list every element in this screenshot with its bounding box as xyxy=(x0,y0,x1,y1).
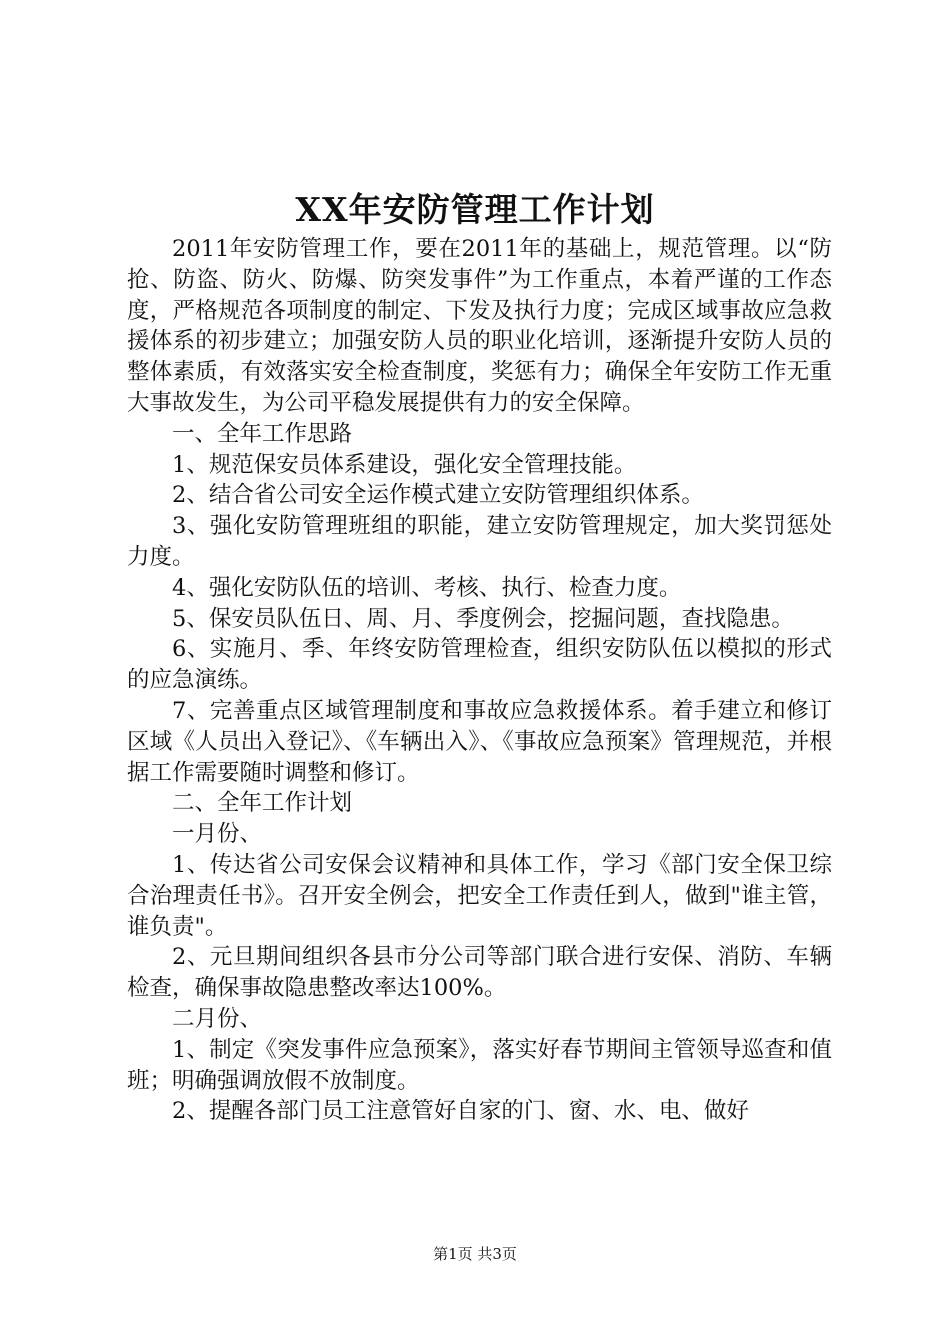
section-heading-work-plan: 二、全年工作计划 xyxy=(172,790,353,817)
list-item: 2、结合省公司安全运作模式建立安防管理组织体系。 xyxy=(172,482,704,509)
list-item: 1、制定《突发事件应急预案》，落实好春节期间主管领导巡查和值班；明确强调放假不放制度。 xyxy=(127,1036,832,1094)
list-item: 2、元旦期间组织各县市分公司等部门联合进行安保、消防、车辆检查，确保事故隐患整改率达100%。 xyxy=(127,944,832,1002)
list-item: 2、提醒各部门员工注意管好自家的门、窗、水、电、做好 xyxy=(172,1098,749,1125)
list-item: 7、完善重点区域管理制度和事故应急救援体系。着手建立和修订区域《人员出入登记》、《车辆出入》、《事故应急预案》管理规范，并根据工作需要随时调整和修订。 xyxy=(127,697,832,786)
list-item: 3、强化安防管理班组的职能，建立安防管理规定，加大奖罚惩处力度。 xyxy=(127,513,832,570)
list-item: 1、规范保安员体系建设，强化安全管理技能。 xyxy=(172,451,637,478)
intro-paragraph: 2011年安防管理工作，要在2011年的基础上，规范管理。以“防抢、防盗、防火、防爆、防突发事件”为工作重点，本着严谨的工作态度，严格规范各项制度的制定、下发及执行力度；完成区域事故应急救援体系的初步建立；加强安防人员的职业化培训，逐渐提升安防人员的整体素质，有效落实安全检查制度，奖惩有力；确保全年安防工作无重大事故发生，为公司平稳发展提供有力的安全保障。 xyxy=(127,236,832,416)
section-heading-work-approach: 一、全年工作思路 xyxy=(172,420,353,447)
list-item: 5、保安员队伍日、周、月、季度例会，挖掘问题，查找隐患。 xyxy=(172,605,794,632)
month-heading-january: 一月份、 xyxy=(172,821,263,848)
document-body xyxy=(127,234,832,1127)
list-item: 6、实施月、季、年终安防管理检查，组织安防队伍以模拟的形式的应急演练。 xyxy=(127,636,832,694)
list-item: 4、强化安防队伍的培训、考核、执行、检查力度。 xyxy=(172,574,682,601)
month-heading-february: 二月份、 xyxy=(172,1005,263,1032)
page-number-footer: 第1页 共3页 xyxy=(433,1245,517,1263)
list-item: 1、传达省公司安保会议精神和具体工作，学习《部门安全保卫综合治理责任书》。召开安全例会，把安全工作责任到人，做到"谁主管，谁负责"。 xyxy=(127,851,832,940)
document-title: XX年安防管理工作计划 xyxy=(295,190,655,229)
